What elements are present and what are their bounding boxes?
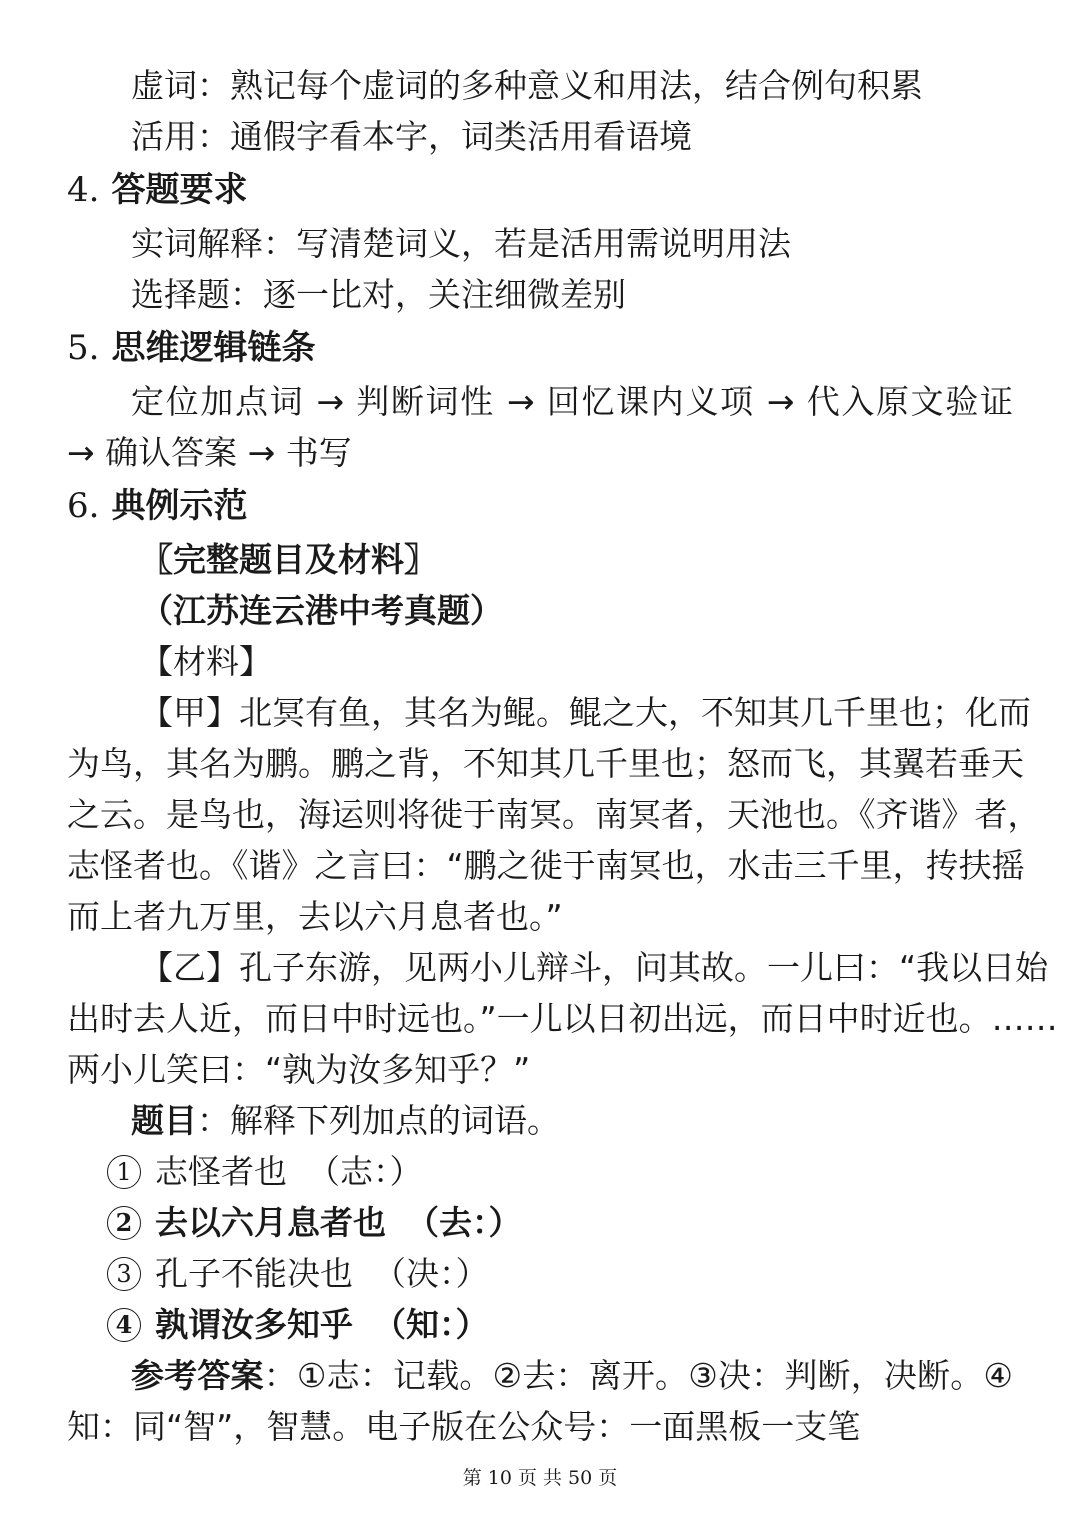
body-line: 实词解释：写清楚词义，若是活用需说明用法 <box>131 224 791 263</box>
section-title: 思维逻辑链条 <box>111 328 316 368</box>
logic-chain-line: → 确认答案 → 书写 <box>67 433 352 472</box>
item-number-badge: 3 <box>107 1257 141 1291</box>
section-heading-6 <box>67 483 247 529</box>
item-blank: （去：） <box>406 1203 522 1242</box>
body-line-function-words: 虚词：熟记每个虚词的多种意义和用法，结合例句积累 <box>131 66 923 105</box>
passage-jia-line: 志怪者也。《谐》之言曰：“鹏之徙于南冥也，水击三千里，抟扶摇 <box>67 846 1025 885</box>
answer-text: ：①志：记载。②去：离开。③决：判断，决断。④ <box>263 1356 1013 1395</box>
passage-yi-line <box>140 946 1049 990</box>
passage-yi-label: 【乙】 <box>140 948 239 987</box>
section-number: 6. <box>67 486 100 526</box>
question-item <box>107 1150 423 1194</box>
passage-jia-label: 【甲】 <box>140 693 239 732</box>
body-line: 选择题：逐一比对，关注细微差别 <box>131 275 626 314</box>
passage-jia-line: 而上者九万里，去以六月息者也。” <box>67 897 563 936</box>
passage-jia-line: 为鸟，其名为鹏。鹏之背，不知其几千里也；怒而飞，其翼若垂天 <box>67 744 1024 783</box>
item-blank: （知：） <box>373 1305 489 1344</box>
subheading-source: （江苏连云港中考真题） <box>140 591 503 630</box>
item-number-badge: 4 <box>107 1308 141 1342</box>
section-heading-5 <box>67 325 315 371</box>
item-number-badge: 2 <box>107 1206 141 1240</box>
item-blank: （决：） <box>373 1254 489 1293</box>
question-item <box>107 1201 522 1245</box>
passage-yi-line: 两小儿笑曰：“孰为汝多知乎？” <box>67 1050 531 1089</box>
item-text: 孔子不能决也 <box>155 1254 353 1293</box>
question-line <box>131 1099 560 1143</box>
item-number-badge: 1 <box>107 1155 141 1189</box>
subheading-full-question: 〖完整题目及材料〗 <box>140 540 437 579</box>
item-text: 去以六月息者也 <box>155 1203 386 1242</box>
item-text: 孰谓汝多知乎 <box>155 1305 353 1344</box>
answer-line <box>131 1354 1013 1398</box>
body-line-flexible-use: 活用：通假字看本字，词类活用看语境 <box>131 117 692 156</box>
section-title: 典例示范 <box>111 486 248 526</box>
passage-text: 孔子东游，见两小儿辩斗，问其故。一儿曰：“我以日始 <box>239 948 1049 987</box>
section-title: 答题要求 <box>111 170 248 210</box>
item-text: 志怪者也 <box>155 1152 287 1191</box>
passage-text: 北冥有鱼，其名为鲲。鲲之大，不知其几千里也；化而 <box>239 693 1031 732</box>
question-label: 题目 <box>131 1101 197 1140</box>
answer-label: 参考答案 <box>131 1356 264 1395</box>
section-number: 5. <box>67 328 100 368</box>
question-item <box>107 1252 489 1296</box>
passage-yi-line: 出时去人近，而日中时远也。”一儿以日初出远，而日中时近也。…… <box>67 999 1058 1038</box>
question-item <box>107 1303 489 1347</box>
logic-chain-line: 定位加点词 → 判断词性 → 回忆课内义项 → 代入原文验证 <box>131 382 1013 421</box>
passage-jia-line <box>140 691 1031 735</box>
section-heading-4 <box>67 167 247 213</box>
question-text: ：解释下列加点的词语。 <box>197 1101 560 1140</box>
section-number: 4. <box>67 170 100 210</box>
material-label: 【材料】 <box>140 642 272 681</box>
page-footer: 第 10 页 共 50 页 <box>462 1467 618 1489</box>
passage-jia-line: 之云。是鸟也，海运则将徙于南冥。南冥者，天池也。《齐谐》者， <box>67 795 1041 834</box>
answer-line: 知：同“智”，智慧。电子版在公众号：一面黑板一支笔 <box>67 1407 861 1446</box>
item-blank: （志：） <box>307 1152 423 1191</box>
